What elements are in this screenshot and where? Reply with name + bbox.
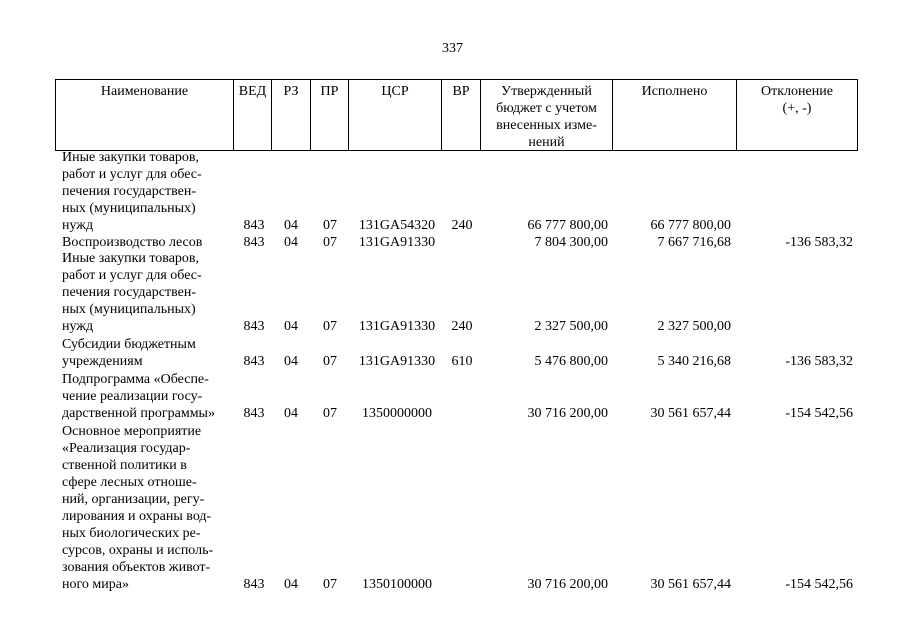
row-budget: 7 804 300,00 — [534, 235, 608, 250]
row-ved: 843 — [243, 319, 265, 334]
row-rz: 04 — [284, 354, 298, 369]
row-executed: 5 340 216,68 — [657, 354, 731, 369]
row-name: Субсидии бюджетным учреждениям — [62, 337, 196, 369]
table-row — [0, 234, 905, 251]
row-pr: 07 — [323, 354, 337, 369]
row-executed: 30 561 657,44 — [650, 577, 731, 592]
row-csr: 131GA54320 — [358, 218, 436, 233]
row-pr: 07 — [323, 577, 337, 592]
row-budget: 66 777 800,00 — [527, 218, 608, 233]
row-csr: 1350000000 — [362, 406, 432, 421]
row-budget: 30 716 200,00 — [527, 406, 608, 421]
row-rz: 04 — [284, 406, 298, 421]
row-deviation: -136 583,32 — [785, 235, 853, 250]
column-header-csr: ЦСР — [349, 80, 442, 150]
row-ved: 843 — [243, 218, 265, 233]
row-deviation: -154 542,56 — [785, 406, 853, 421]
table-row — [0, 422, 905, 593]
row-pr: 07 — [323, 235, 337, 250]
table-row — [0, 251, 905, 335]
row-name: Основное мероприятие «Реализация государ- ственной политики в сфере лесных отноше- ний, организации, регу- лирования и охраны вод- ных биологических ре- сурсов, охраны и исполь- зования объектов живот- ного мира» — [62, 424, 214, 592]
column-header-rz: РЗ — [272, 80, 311, 150]
row-vr: 240 — [451, 218, 473, 233]
row-ved: 843 — [243, 577, 265, 592]
row-csr: 131GA91330 — [358, 319, 436, 334]
row-executed: 7 667 716,68 — [657, 235, 731, 250]
row-ved: 843 — [243, 354, 265, 369]
row-deviation: -136 583,32 — [785, 354, 853, 369]
row-rz: 04 — [284, 319, 298, 334]
table-header — [55, 79, 858, 151]
row-name: Подпрограмма «Обеспе- чение реализации госу- дарственной программы» — [62, 372, 215, 421]
row-ved: 843 — [243, 235, 265, 250]
table-row — [0, 335, 905, 370]
row-vr: 240 — [451, 319, 473, 334]
row-rz: 04 — [284, 577, 298, 592]
row-name: Иные закупки товаров, работ и услуг для обес- печения государствен- ных (муниципальных) нужд — [62, 251, 202, 334]
column-header-vr: ВР — [442, 80, 481, 150]
column-header-deviation: Отклонение (+, -) — [761, 84, 833, 116]
row-csr: 131GA91330 — [358, 354, 436, 369]
row-budget: 2 327 500,00 — [534, 319, 608, 334]
row-rz: 04 — [284, 235, 298, 250]
row-name: Воспроизводство лесов — [62, 235, 203, 250]
row-csr: 1350100000 — [362, 577, 432, 592]
row-rz: 04 — [284, 218, 298, 233]
row-csr: 131GA91330 — [358, 235, 436, 250]
row-executed: 30 561 657,44 — [650, 406, 731, 421]
table-row — [0, 151, 905, 234]
row-budget: 5 476 800,00 — [534, 354, 608, 369]
column-header-name: Наименование — [56, 80, 234, 150]
column-header-pr: ПР — [311, 80, 349, 150]
column-header-ved: ВЕД — [234, 80, 272, 150]
row-deviation: -154 542,56 — [785, 577, 853, 592]
column-header-executed: Исполнено — [613, 80, 737, 150]
row-pr: 07 — [323, 218, 337, 233]
row-budget: 30 716 200,00 — [527, 577, 608, 592]
row-pr: 07 — [323, 319, 337, 334]
row-pr: 07 — [323, 406, 337, 421]
table-row — [0, 370, 905, 422]
row-ved: 843 — [243, 406, 265, 421]
page-number: 337 — [442, 41, 463, 56]
row-name: Иные закупки товаров, работ и услуг для обес- печения государствен- ных (муниципальных) нужд — [62, 150, 202, 233]
row-vr: 610 — [451, 354, 473, 369]
row-executed: 66 777 800,00 — [650, 218, 731, 233]
column-header-budget: Утвержденный бюджет с учетом внесенных изме- нений — [481, 80, 613, 150]
row-executed: 2 327 500,00 — [657, 319, 731, 334]
